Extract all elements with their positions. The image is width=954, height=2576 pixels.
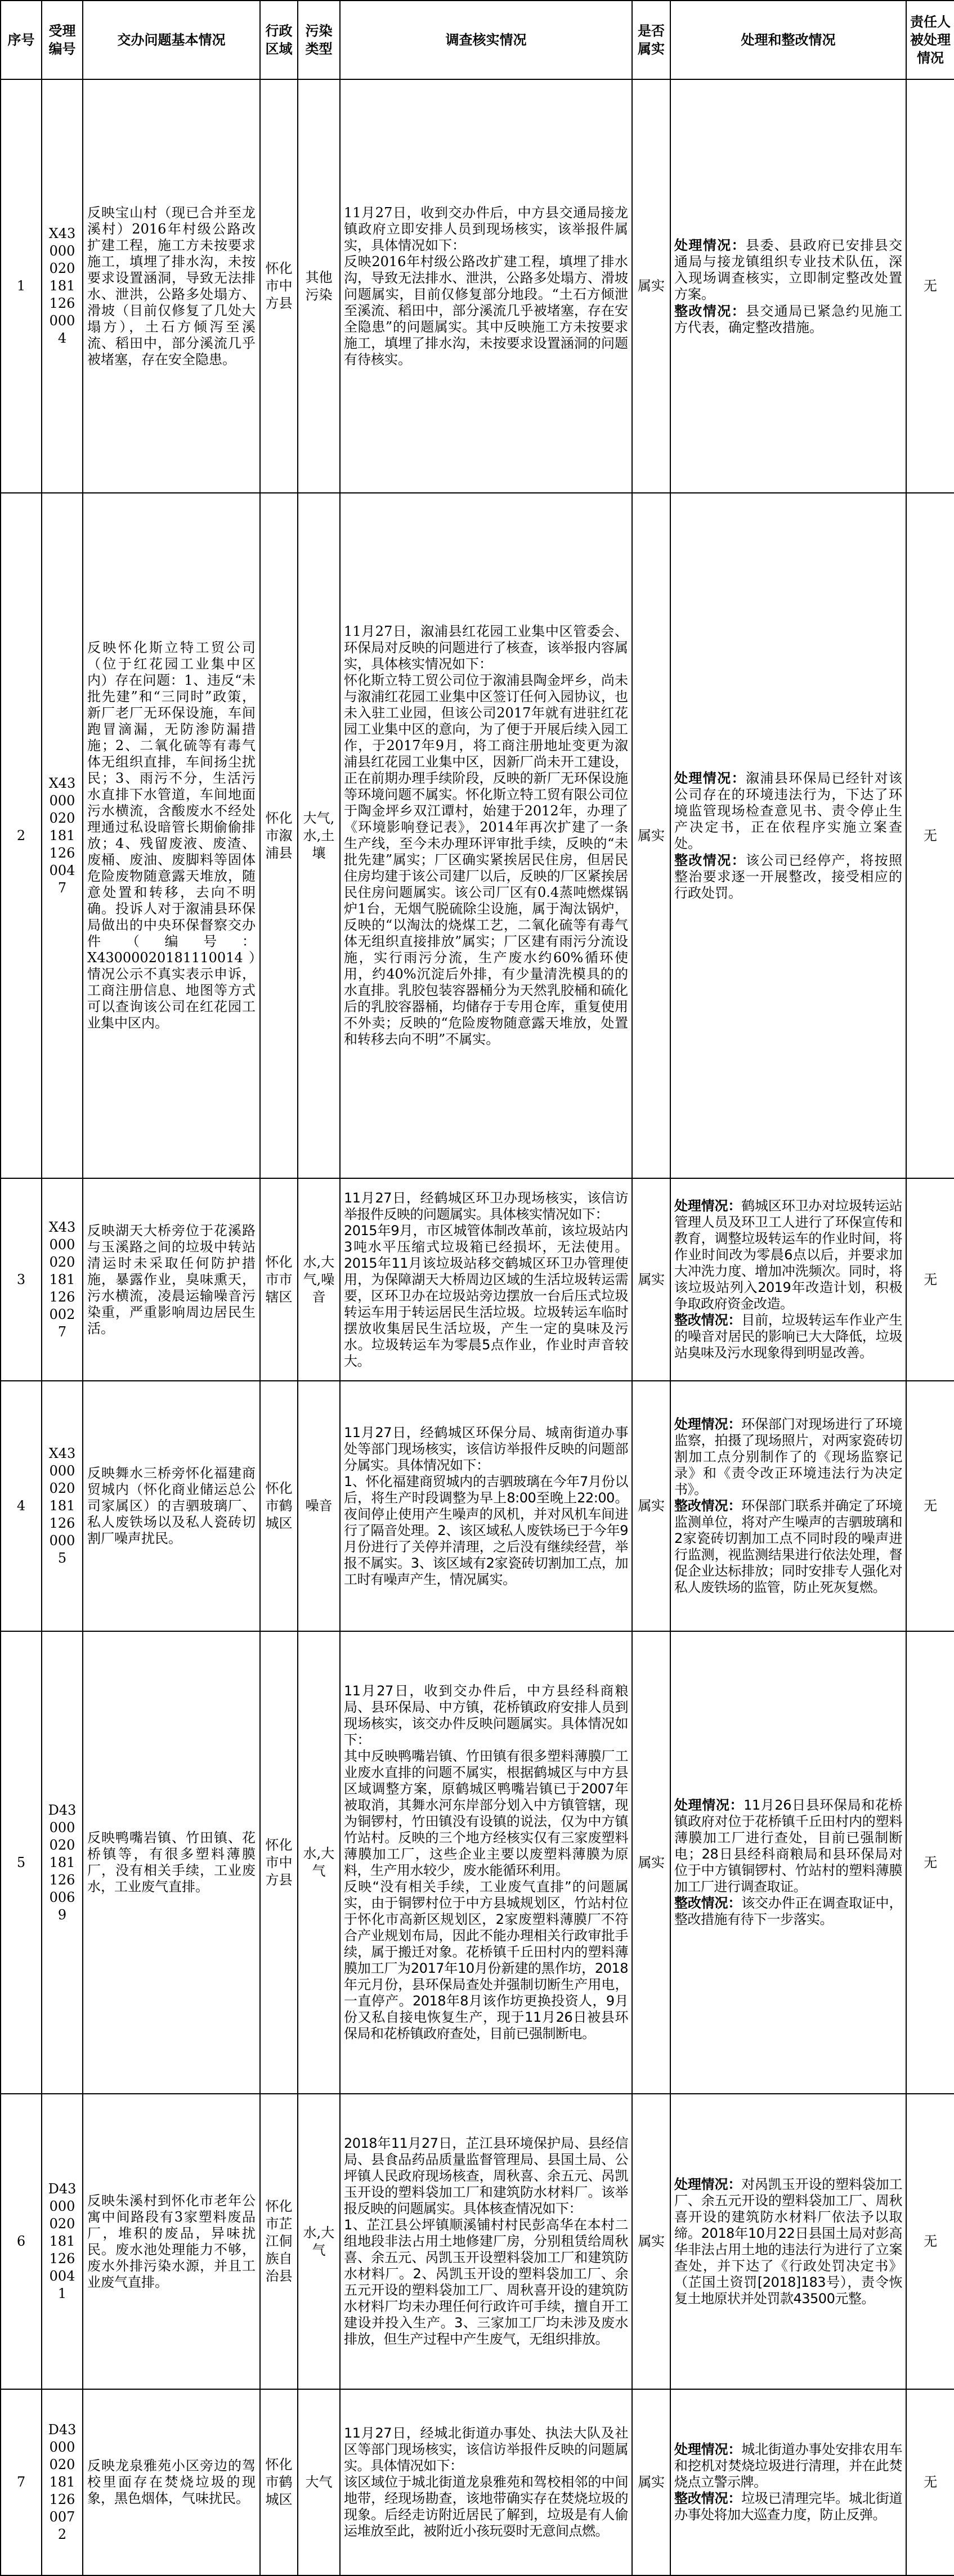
cell-pollution-type: 水,大气,噪音: [298, 1178, 340, 1381]
cell-handling: [670, 2389, 906, 2575]
col-header-verification: 调查核实情况: [340, 1, 632, 79]
cell-problem: [83, 2389, 260, 2575]
cell-responsible: 无: [906, 1381, 954, 1631]
col-header-is-true: 是否属实: [632, 1, 670, 79]
cell-acceptance-number: D430000201811260041: [42, 2094, 83, 2389]
paragraph: 2015年9月，市区城管体制改革前，该垃圾站内3吨水平压缩式垃圾箱已经损坏，无法使用。2015年11月该垃圾站移交鹤城区环卫办管理使用，为保障湖天大桥周边区域的生活垃圾转运需要，区环卫办在垃圾站旁边摆放一台后压式垃圾转运车用于转运居民生活垃圾。垃圾转运车临时摆放收集居民生活垃圾，产生一定的臭味及污水。垃圾转运车为零晨5点作业，作业时声音较大。: [344, 1222, 628, 1369]
paragraph: 反映怀化斯立特工贸公司（位于红花园工业集中区内）存在问题：1、违反“未批先建”和“三同时”政策，新厂老厂无环保设施，车间跑冒滴漏，无防渗防漏措施；2、二氧化硫等有毒气体无组织直排，车间扬尘扰民；3、雨污不分，生活污水直排下水管道，车间地面污水横流，含酸废水不经处理通过私设暗管长期偷偷排放；4、残留废液、废渣、废桶、废油、废脚料等固体危险废物随意露天堆放，随意处置和转移，去向不明确。投诉人对于溆浦县环保局做出的中央环保督察交办件（编号：X43000020181110014）情况公示不真实表示申诉，工商注册信息、地图等方式可以查询该公司在红花园工业集中区内。: [87, 640, 256, 1031]
cell-pollution-type: 大气: [298, 2389, 340, 2575]
cell-problem: [83, 1631, 260, 2094]
paragraph: 处理情况：鹤城区环卫办对垃圾转运站管理人员及环卫工人进行了环保宣传和教育，调整垃圾转运车的作业时间，将作业时间改为零晨6点以后，并要求加大冲洗力度、增加冲洗频次。同时，将该垃圾站列入2019年改造计划，积极争取政府资金改造。: [674, 1198, 902, 1312]
paragraph: 整改情况：目前，垃圾转运车作业产生的噪音对居民的影响已大大降低，垃圾站臭味及污水现象得到明显改善。: [674, 1312, 902, 1361]
paragraph: 整改情况：县交通局已紧急约见施工方代表，确定整改措施。: [674, 302, 902, 335]
paragraph: 怀化斯立特工贸公司位于溆浦县陶金坪乡，尚未与溆浦红花园工业集中区签订任何入园协议，也未入驻工业园，但该公司2017年就有进驻红花园工业集中区的意向，为了便于开展后续入园工作，于2017年9月，将工商注册地址变更为溆浦县红花园工业集中区，因新厂尚未开工建设，正在前期办理手续阶段，反映的新厂无环保设施等环境问题不属实。怀化斯立特工贸有限公司位于陶金坪乡双江谭村，始建于2012年，办理了《环境影响登记表》，2014年再次扩建了一条生产线，至今未办理环评审批手续，反映的“未批先建”属实；厂区确实紧挨居民住房，但居民住房均建于该公司建厂以后，反映的厂区紧挨居民住房问题属实。该公司厂区有0.4蒸吨燃煤锅炉1台，无烟气脱硫除尘设施，属于淘汰锅炉，反映的“以淘汰的烧煤工艺，二氧化硫等有毒气体无组织直接排放”属实；厂区建有雨污分流设施，实行雨污分流，生产废水约60%循环使用，约40%沉淀后外排，有少量清洗模具的的水直排。乳胶包装容器桶分为天然乳胶桶和硫化后的乳胶容器桶，均储存于专用仓库，重复使用不外卖；反映的“危险废物随意露天堆放，处置和转移去向不明”不属实。: [344, 672, 628, 1047]
cell-is-true: 属实: [632, 1178, 670, 1381]
paragraph: 整改情况：环保部门联系并确定了环境监测单位，将对产生噪声的吉驷玻璃和2家瓷砖切割加工点不同时段的噪声进行监测，视监测结果进行依法处理，督促企业达标排放；同时安排专人强化对私人废铁场的监管，防止死灰复燃。: [674, 1498, 902, 1595]
col-header-problem: 交办问题基本情况: [83, 1, 260, 79]
section-label: 处理情况：: [674, 2442, 742, 2457]
cell-is-true: 属实: [632, 2389, 670, 2575]
cell-region: 怀化市中方县: [260, 79, 298, 493]
cell-verification: [340, 1381, 632, 1631]
paragraph: 11月27日，经城北街道办事处、执法大队及社区等部门现场核实，该信访举报件反映的问题属实。具体情况如下：: [344, 2425, 628, 2474]
section-label: 整改情况：: [674, 2490, 742, 2506]
cell-acceptance-number: X430000201811260004: [42, 79, 83, 493]
paragraph: 1、怀化福建商贸城内的吉驷玻璃在今年7月份以后，将生产时段调整为早上8:00至晚上22:00。夜间停止使用产生噪声的风机，并对风机车间进行了隔音处理。2、该区域私人废铁场已于今年9月份进行了关停并清理，之后没有继续经营，举报不属实。3、该区域有2家瓷砖切割加工点，加工时有噪声产生，情况属实。: [344, 1473, 628, 1587]
paragraph: 反映朱溪村到怀化市老年公寓中间路段有3家塑料废品厂，堆积的废品，异味扰民。废水池处理能力不够，废水外排污染水源，并且工业废气直排。: [87, 2192, 256, 2290]
section-label: 整改情况：: [674, 302, 746, 319]
table-row: [1, 1178, 954, 1381]
col-header-acceptance-number: 受理编号: [42, 1, 83, 79]
cell-responsible: 无: [906, 493, 954, 1178]
paragraph: 处理情况：对呙凯玉开设的塑料袋加工厂、余五元开设的塑料袋加工厂、周秋喜开设的建筑防水材料厂依法予以取缔。2018年10月22日县国土局对彭高华非法占用土地的违法行为进行了立案查处，并下达了《行政处罚决定书》（芷国土资罚[2018]183号），责令恢复土地原状并处罚款43500元整。: [674, 2176, 902, 2306]
paragraph: 处理情况：县委、县政府已安排县交通局与接龙镇组织专业技术队伍，深入现场调查核实，立即制定整改处置方案。: [674, 236, 902, 302]
cell-problem: [83, 2094, 260, 2389]
paragraph: 反映宝山村（现已合并至龙溪村）2016年村级公路改扩建工程，施工方未按要求施工，填埋了排水沟，未按要求设置涵洞，导致无法排水、泄洪，公路多处塌方、滑坡（目前仅修复了几处大塌方），土石方倾泻至溪流、稻田中，部分溪流几乎被堵塞，存在安全隐患。: [87, 204, 256, 367]
table-row: [1, 1631, 954, 2094]
paragraph: 反映舞水三桥旁怀化福建商贸城内（怀化商业储运总公司家属区）的吉驷玻璃厂、私人废铁场以及私人瓷砖切割厂噪声扰民。: [87, 1465, 256, 1546]
cell-region: 怀化市溆浦县: [260, 493, 298, 1178]
paragraph: 其中反映鸭嘴岩镇、竹田镇有很多塑料薄膜厂工业废水直排的问题不属实，根据鹤城区与中方县区域调整方案，原鹤城区鸭嘴岩镇已于2007年被取消，其舞水河东岸部分划入中方镇管辖，现为铜锣村，竹田镇没有设镇的说法，仅为中方镇竹站村。反映的三个地方经核实仅有三家废塑料薄膜加工厂，这些企业主要以废塑料薄膜为原料，生产用水较少，废水能循环利用。: [344, 1748, 628, 1878]
paragraph: 处理情况：城北街道办事处安排农用车和挖机对焚烧垃圾进行清理，并在此焚烧点立警示牌。: [674, 2442, 902, 2490]
cell-pollution-type: 噪音: [298, 1381, 340, 1631]
cell-handling: [670, 1381, 906, 1631]
cell-problem: [83, 1178, 260, 1381]
table-row: [1, 79, 954, 493]
cell-is-true: 属实: [632, 493, 670, 1178]
cell-acceptance-number: X430000201811260005: [42, 1381, 83, 1631]
section-label: 整改情况：: [674, 1895, 742, 1911]
section-label: 整改情况：: [674, 1498, 742, 1514]
cell-is-true: 属实: [632, 2094, 670, 2389]
cell-verification: [340, 1178, 632, 1381]
cell-handling: [670, 1178, 906, 1381]
paragraph: 反映2016年村级公路改扩建工程，填埋了排水沟，导致无法排水、泄洪，公路多处塌方、滑坡问题属实，目前仅修复部分地段。“土石方倾泄至溪流、稻田中，部分溪流几乎被堵塞，存在安全隐患”的问题属实。其中反映施工方未按要求施工，填埋了排水沟，未按要求设置涵洞的问题有待核实。: [344, 253, 628, 367]
cell-pollution-type: 水,大气: [298, 1631, 340, 2094]
col-header-region: 行政区域: [260, 1, 298, 79]
cell-acceptance-number: D430000201811260069: [42, 1631, 83, 2094]
section-label: 处理情况：: [674, 1416, 742, 1432]
col-header-pollution-type: 污染类型: [298, 1, 340, 79]
cell-problem: [83, 493, 260, 1178]
section-label: 整改情况：: [674, 1312, 742, 1328]
cell-responsible: 无: [906, 2094, 954, 2389]
cell-responsible: 无: [906, 2389, 954, 2575]
paragraph: 11月27日，收到交办件后，中方县经科商粮局、县环保局、中方镇，花桥镇政府安排人员到现场核实，该交办件反映问题属实。具体情况如下：: [344, 1683, 628, 1748]
paragraph: 反映湖天大桥旁位于花溪路与玉溪路之间的垃圾中转站清运时未采取任何防护措施，暴露作业，臭味熏天，污水横流，凌晨运输噪音污染重，严重影响周边居民生活。: [87, 1222, 256, 1336]
cell-is-true: 属实: [632, 1631, 670, 2094]
paragraph: 整改情况：该公司已经停产，将按照整治要求逐一开展整改，接受相应的行政处罚。: [674, 852, 902, 901]
paragraph: 处理情况：11月26日县环保局和花桥镇政府对位于花桥镇千丘田村内的塑料薄膜加工厂进行查处，目前已强制断电；28日县经科商粮局和县环保局对位于中方镇铜锣村、竹站村的塑料薄膜加工厂进行调查取证。: [674, 1797, 902, 1895]
cell-serial: 7: [1, 2389, 42, 2575]
col-header-serial: 序号: [1, 1, 42, 79]
paragraph: 11月27日，经鹤城区环保分局、城南街道办事处等部门现场核实，该信访举报件反映的问题部分属实。具体情况如下：: [344, 1424, 628, 1473]
table-row: [1, 2389, 954, 2575]
cell-handling: [670, 493, 906, 1178]
table-body: [1, 79, 954, 2575]
cell-region: 怀化市市辖区: [260, 1178, 298, 1381]
cell-handling: [670, 1631, 906, 2094]
table-row: [1, 493, 954, 1178]
cell-problem: [83, 79, 260, 493]
cell-serial: 4: [1, 1381, 42, 1631]
header-row: [1, 1, 954, 79]
table-row: [1, 1381, 954, 1631]
section-label: 处理情况：: [674, 770, 746, 786]
paragraph: 2018年11月27日，芷江县环境保护局、县经信局、县食品药品质量监督管理局、县国土局、公坪镇人民政府现场核查，周秋喜、余五元、呙凯玉开设的塑料袋加工厂和建筑防水材料厂。该举报反映的问题属实。具体核查情况如下：: [344, 2135, 628, 2216]
section-label: 处理情况：: [674, 1198, 742, 1214]
cell-region: 怀化市鹤城区: [260, 2389, 298, 2575]
table-row: [1, 2094, 954, 2389]
cell-acceptance-number: X430000201811260047: [42, 493, 83, 1178]
paragraph: 整改情况：垃圾已清理完毕。城北街道办事处将加大巡查力度，防止反弹。: [674, 2490, 902, 2523]
cell-serial: 5: [1, 1631, 42, 2094]
table-header: [1, 1, 954, 79]
cell-acceptance-number: D430000201811260072: [42, 2389, 83, 2575]
cell-region: 怀化市鹤城区: [260, 1381, 298, 1631]
cell-verification: [340, 79, 632, 493]
cell-serial: 2: [1, 493, 42, 1178]
col-header-handling: 处理和整改情况: [670, 1, 906, 79]
cell-verification: [340, 2094, 632, 2389]
cell-verification: [340, 1631, 632, 2094]
section-label: 处理情况：: [674, 2176, 742, 2192]
section-label: 处理情况：: [674, 236, 746, 253]
cell-handling: [670, 79, 906, 493]
paragraph: 整改情况：该交办件正在调查取证中，整改措施有待下一步落实。: [674, 1895, 902, 1927]
section-label: 整改情况：: [674, 852, 746, 868]
paragraph: 1、芷江县公坪镇顺溪铺村村民彭高华在本村二组地段非法占用土地修建厂房，分别租赁给周秋喜、余五元、呙凯玉开设塑料袋加工厂和建筑防水材料厂。2、呙凯玉开设的塑料袋加工厂、余五元开设的塑料袋加工厂、周秋喜开设的建筑防水材料厂均未办理任何行政许可手续，擅自开工建设并投入生产。3、三家加工厂均未涉及废水排放，但生产过程中产生废气，无组织排放。: [344, 2217, 628, 2347]
cell-region: 怀化市中方县: [260, 1631, 298, 2094]
paragraph: 反映鸭嘴岩镇、竹田镇、花桥镇等，有很多塑料薄膜厂，没有相关手续，工业废水，工业废气直排。: [87, 1830, 256, 1895]
cell-is-true: 属实: [632, 79, 670, 493]
paragraph: 11月27日，溆浦县红花园工业集中区管委会、环保局对反映的问题进行了核查，该举报内容属实，具体核实情况如下：: [344, 623, 628, 672]
cell-pollution-type: 大气,水,土壤: [298, 493, 340, 1178]
paragraph: 该区域位于城北街道龙泉雅苑和驾校相邻的中间地带，经现场勘查，该地带确实存在焚烧垃圾的现象。后经走访附近居民了解到，垃圾是有人偷运堆放至此，被附近小孩玩耍时无意间点燃。: [344, 2474, 628, 2539]
cell-is-true: 属实: [632, 1381, 670, 1631]
cell-pollution-type: 其他污染: [298, 79, 340, 493]
paragraph: 反映“没有相关手续，工业废气直排”的问题属实，由于铜锣村位于中方县城规划区，竹站村位于怀化市高新区规划区，2家废塑料薄膜厂不符合产业规划布局，因此不能办理相关行政审批手续，属于搬迁对象。花桥镇千丘田村内的塑料薄膜加工厂为2017年10月份新建的黑作坊，2018年元月份，县环保局查处并强制切断生产用电，一直停产。2018年8月该作坊更换投资人，9月份又私自接电恢复生产，现于11月26日被县环保局和花桥镇政府查处，目前已强制断电。: [344, 1879, 628, 2041]
cell-responsible: 无: [906, 1178, 954, 1381]
cell-serial: 6: [1, 2094, 42, 2389]
cell-verification: [340, 493, 632, 1178]
cell-serial: 3: [1, 1178, 42, 1381]
cell-acceptance-number: X430000201811260027: [42, 1178, 83, 1381]
paragraph: 处理情况：环保部门对现场进行了环境监察，拍摄了现场照片，对两家瓷砖切割加工点分别制作了的《现场监察记录》和《责令改正环境违法行为决定书》。: [674, 1416, 902, 1497]
cell-pollution-type: 水,大气: [298, 2094, 340, 2389]
paragraph: 处理情况：溆浦县环保局已经针对该公司存在的环境违法行为，下达了环境监管现场检查意见书、责令停止生产决定书，正在依程序实施立案查处。: [674, 770, 902, 851]
paragraph: 11月27日，经鹤城区环卫办现场核实，该信访举报件反映的问题属实。具体核实情况如下：: [344, 1190, 628, 1222]
paragraph: 反映龙泉雅苑小区旁边的驾校里面存在焚烧垃圾的现象，黑色烟体，气味扰民。: [87, 2458, 256, 2506]
section-label: 处理情况：: [674, 1797, 744, 1813]
cell-responsible: 无: [906, 79, 954, 493]
col-header-responsible: 责任人被处理情况: [906, 1, 954, 79]
cell-region: 怀化市芷江侗族自治县: [260, 2094, 298, 2389]
cell-serial: 1: [1, 79, 42, 493]
cell-verification: [340, 2389, 632, 2575]
cell-handling: [670, 2094, 906, 2389]
cell-problem: [83, 1381, 260, 1631]
paragraph: 11月27日，收到交办件后，中方县交通局接龙镇政府立即安排人员到现场核实，该举报件属实，具体情况如下：: [344, 204, 628, 253]
cell-responsible: 无: [906, 1631, 954, 2094]
